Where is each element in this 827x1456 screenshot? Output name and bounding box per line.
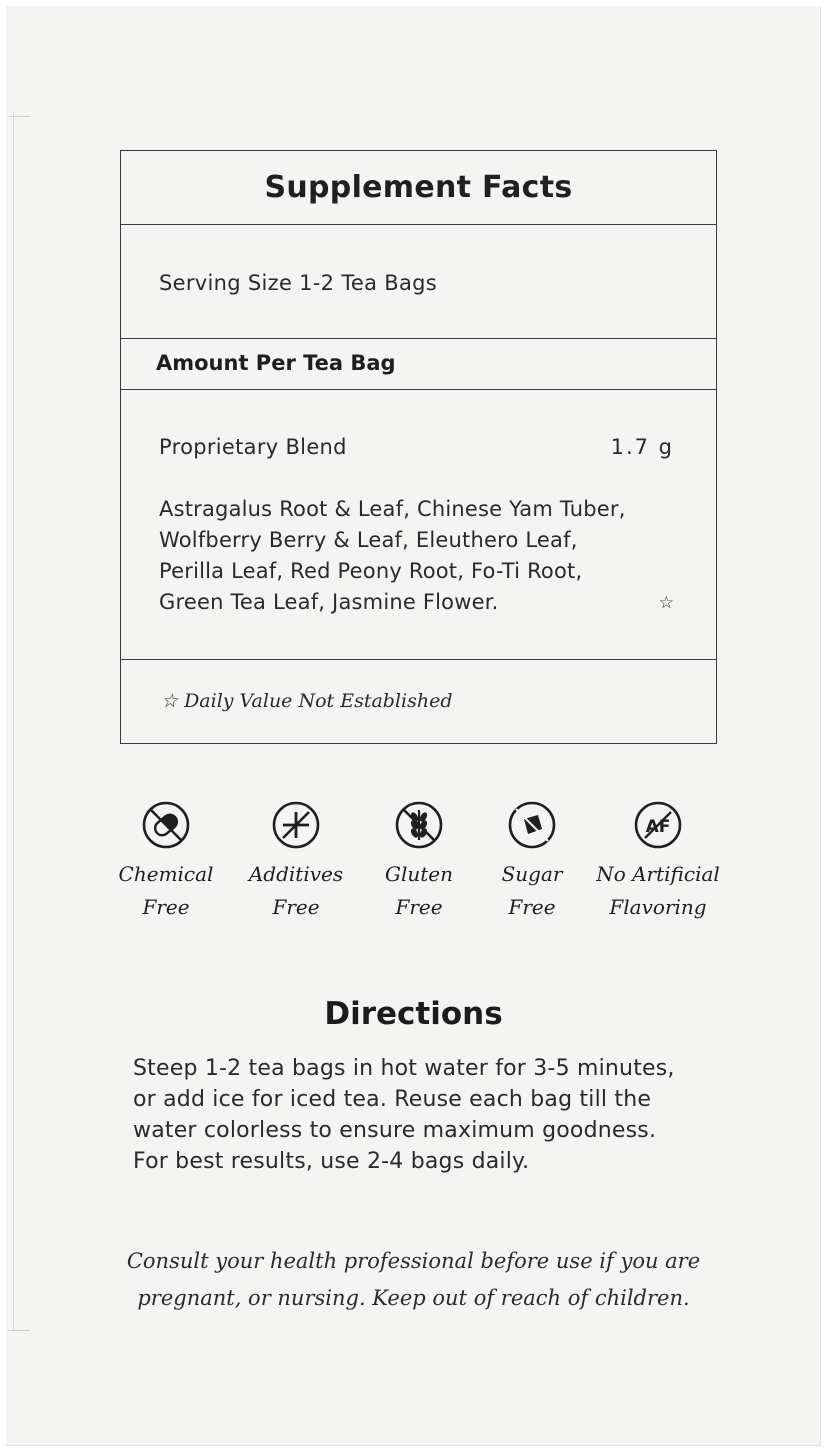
warning-line: pregnant, or nursing. Keep out of reach of children. <box>137 1286 690 1310</box>
badge-chemical-free <box>96 800 236 924</box>
directions-text <box>133 1053 723 1177</box>
badge-label-line: No Artificial <box>596 862 720 886</box>
fold-mark-bottom <box>8 1330 30 1331</box>
ingredients-line: Wolfberry Berry & Leaf, Eleuthero Leaf, <box>159 528 578 552</box>
no-additives-icon <box>271 800 321 850</box>
blend-amount: 1.7 g <box>610 435 674 459</box>
badge-label-line: Free <box>508 895 556 919</box>
badge-label-line: Gluten <box>384 862 453 886</box>
daily-value-note: ☆ Daily Value Not Established <box>161 690 453 712</box>
badge-label-line: Chemical <box>118 862 214 886</box>
no-artificial-flavor-icon <box>633 800 683 850</box>
directions-line: water colorless to ensure maximum goodness. <box>133 1118 657 1143</box>
badge-label-line: Free <box>272 895 320 919</box>
fold-mark-top <box>8 116 30 117</box>
badge-label-line: Additives <box>248 862 344 886</box>
badge-label-line: Sugar <box>501 862 563 886</box>
package-fold-edge <box>6 112 14 1330</box>
directions-line: Steep 1-2 tea bags in hot water for 3-5 minutes, <box>133 1056 675 1081</box>
badge-label-line: Free <box>142 895 190 919</box>
directions-line: For best results, use 2-4 bags daily. <box>133 1149 530 1174</box>
star-icon: ☆ <box>658 593 674 613</box>
ingredients-line: Perilla Leaf, Red Peony Root, Fo-Ti Root, <box>159 559 583 583</box>
daily-value-row <box>121 660 716 742</box>
badge-label-line: Free <box>395 895 443 919</box>
facts-title: Supplement Facts <box>264 170 573 205</box>
proprietary-blend-row <box>121 390 716 660</box>
gluten-free-icon <box>394 800 444 850</box>
badge-sugar-free <box>462 800 602 924</box>
amount-header-row <box>121 339 716 390</box>
af-icon-text: AF <box>645 817 671 837</box>
ingredients-line: Astragalus Root & Leaf, Chinese Yam Tuber, <box>159 497 626 521</box>
serving-size: Serving Size 1-2 Tea Bags <box>159 271 437 295</box>
facts-title-row <box>121 151 716 225</box>
ingredients-list <box>159 494 679 618</box>
directions-line: or add ice for iced tea. Reuse each bag till the <box>133 1087 652 1112</box>
ingredients-line: Green Tea Leaf, Jasmine Flower. <box>159 590 499 614</box>
badge-additives-free <box>226 800 366 924</box>
blend-name: Proprietary Blend <box>159 435 347 459</box>
supplement-facts-panel <box>120 150 717 744</box>
sugar-free-icon <box>507 800 557 850</box>
badge-no-artificial-flavoring <box>588 800 728 924</box>
amount-per-serving: Amount Per Tea Bag <box>156 351 396 375</box>
health-warning <box>0 1243 827 1317</box>
badge-row <box>100 800 740 930</box>
badge-label-line: Flavoring <box>609 895 707 919</box>
no-chemical-icon <box>141 800 191 850</box>
directions-title: Directions <box>324 996 503 1032</box>
serving-size-row <box>121 225 716 339</box>
warning-line: Consult your health professional before use if you are <box>126 1249 701 1273</box>
